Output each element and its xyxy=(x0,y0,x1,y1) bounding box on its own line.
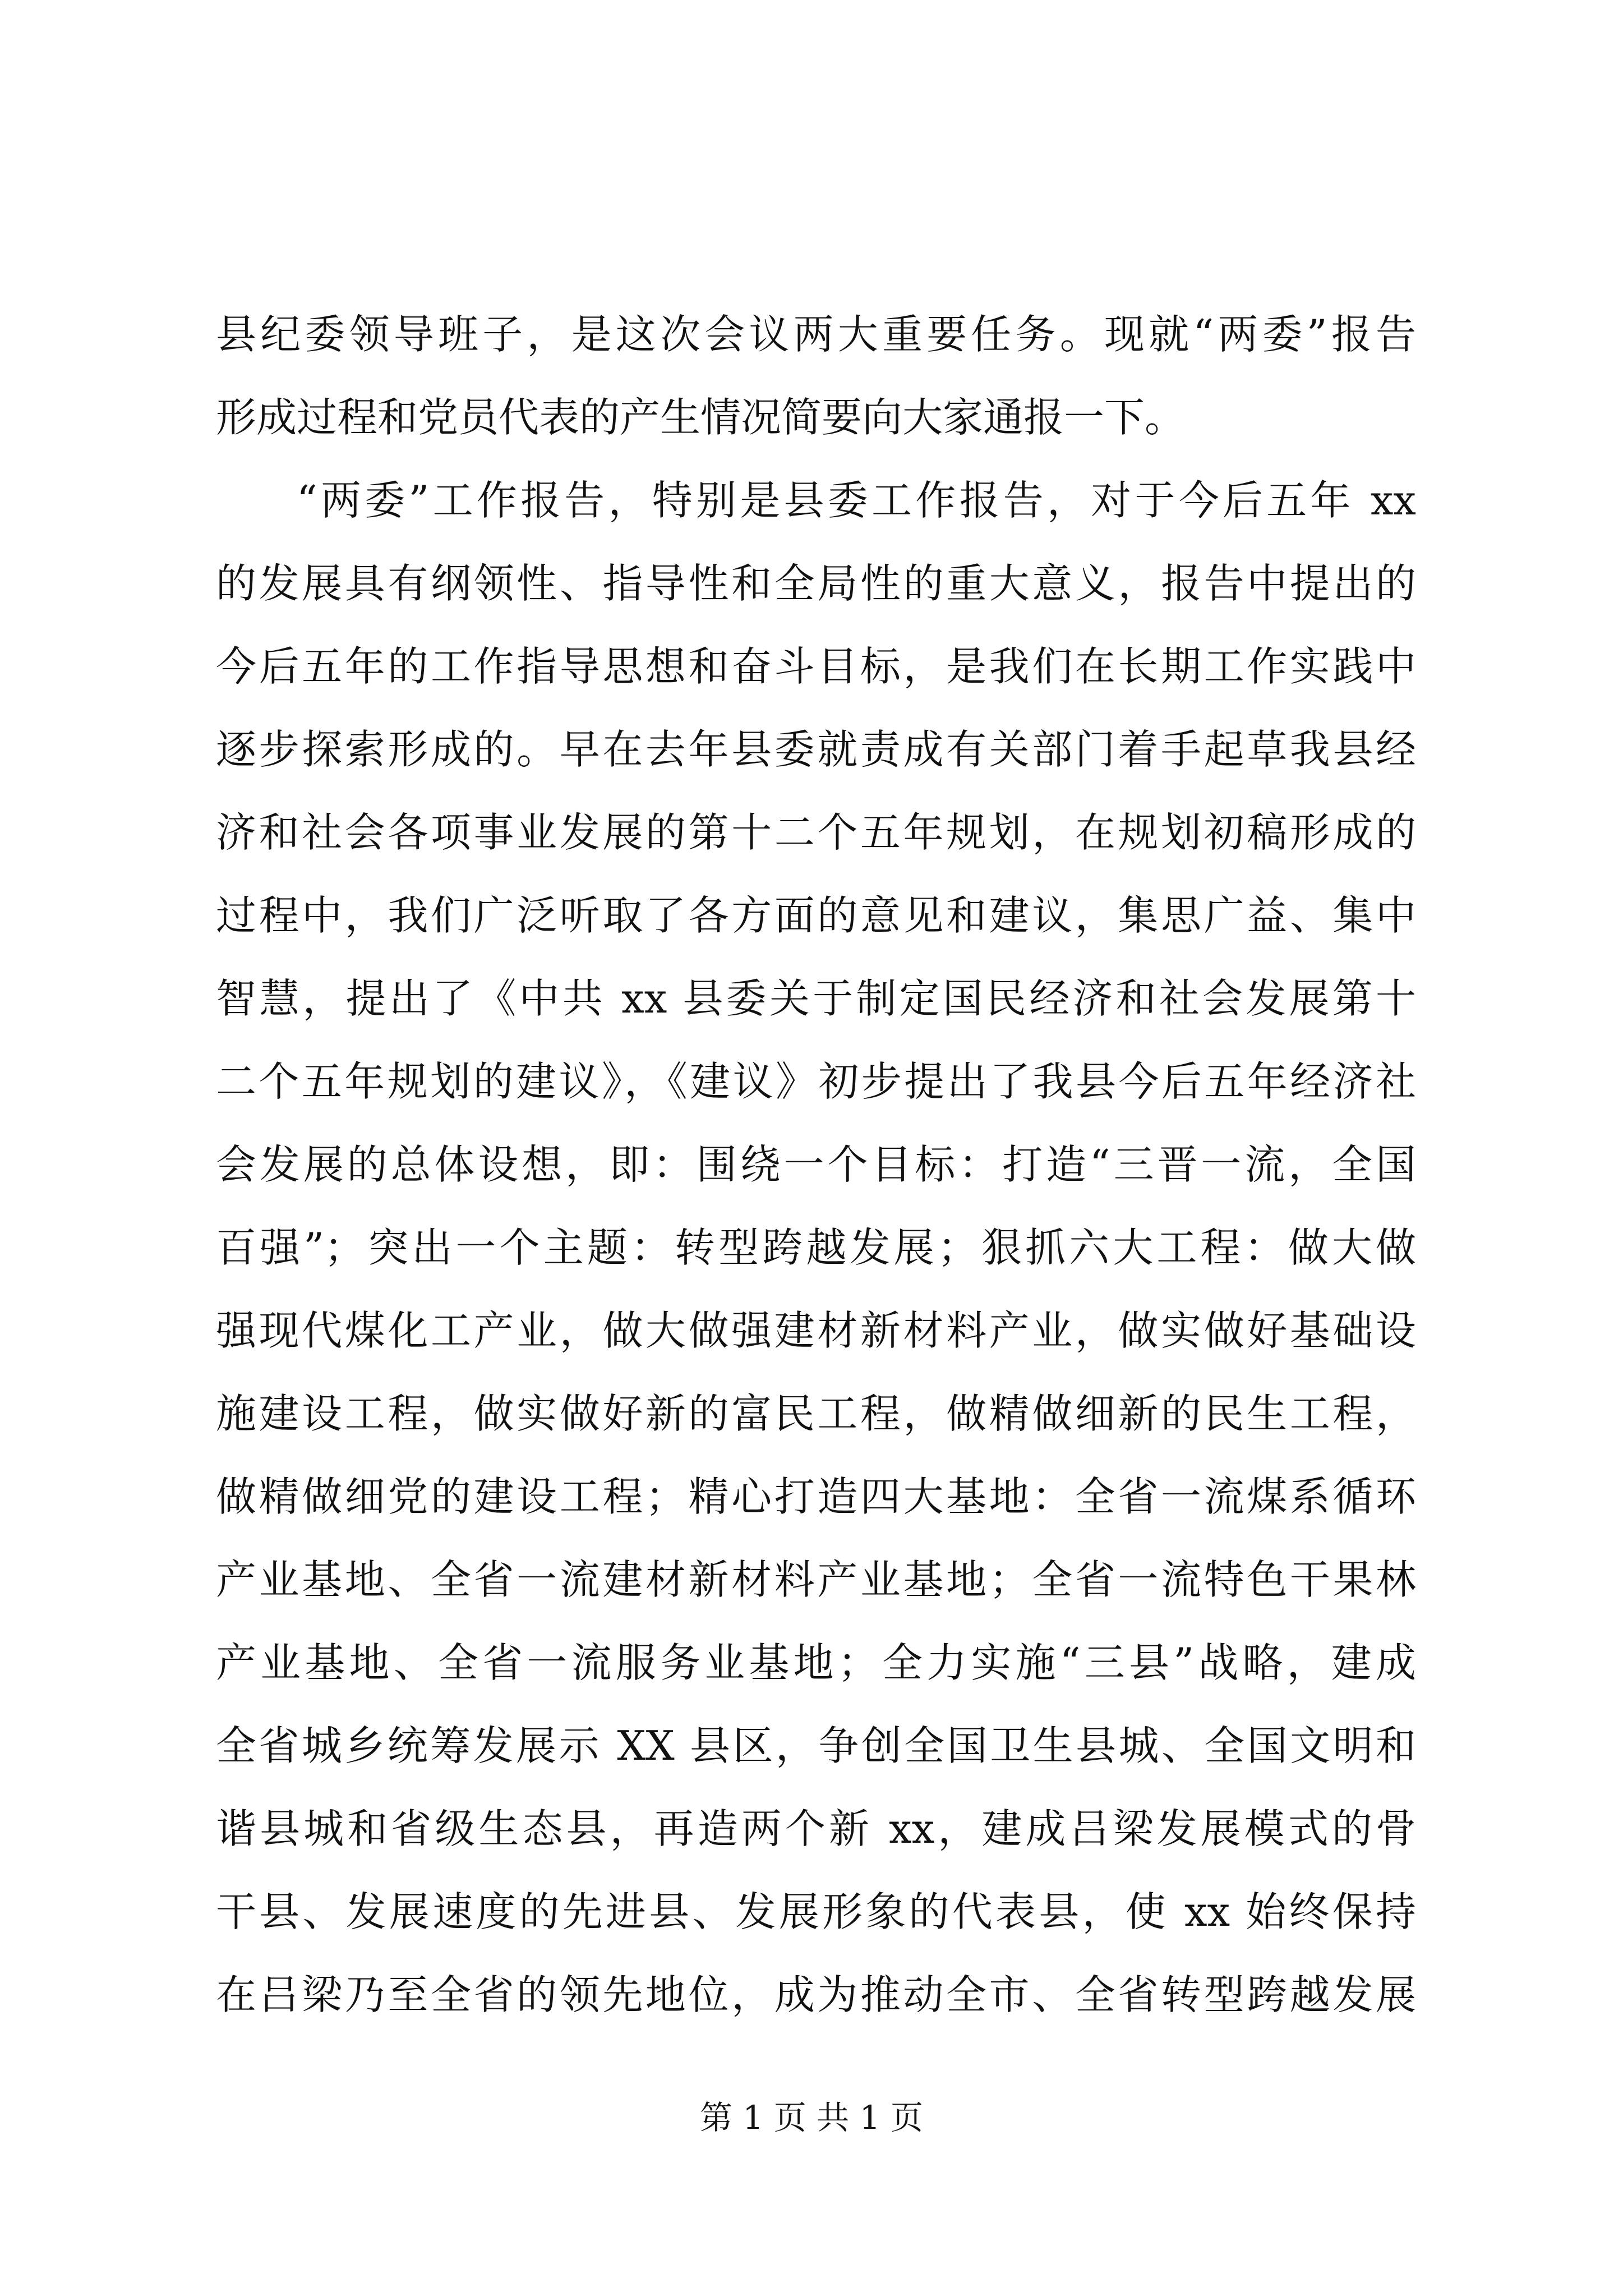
text-line: 产业基地、全省一流建材新材料产业基地；全省一流特色干果林 xyxy=(216,1556,1416,1603)
text-line: 今后五年的工作指导思想和奋斗目标，是我们在长期工作实践中 xyxy=(216,643,1416,690)
page-number-footer: 第 1 页 共 1 页 xyxy=(700,2099,923,2137)
text-line: 强现代煤化工产业，做大做强建材新材料产业，做实做好基础设 xyxy=(216,1307,1416,1354)
text-line: 做精做细党的建设工程；精心打造四大基地：全省一流煤系循环 xyxy=(216,1473,1416,1520)
text-line: 形成过程和党员代表的产生情况简要向大家通报一下。 xyxy=(216,394,1186,441)
text-line: 在吕梁乃至全省的领先地位，成为推动全市、全省转型跨越发展 xyxy=(216,1971,1416,2018)
text-line: 百强”；突出一个主题：转型跨越发展；狠抓六大工程：做大做 xyxy=(216,1224,1416,1271)
text-line: 过程中，我们广泛听取了各方面的意见和建议，集思广益、集中 xyxy=(216,892,1416,939)
body-text xyxy=(216,293,1416,2036)
text-line: 逐步探索形成的。早在去年县委就责成有关部门着手起草我县经 xyxy=(216,726,1416,773)
text-line: 施建设工程，做实做好新的富民工程，做精做细新的民生工程， xyxy=(216,1390,1416,1437)
text-line: 产业基地、全省一流服务业基地；全力实施“三县”战略，建成 xyxy=(216,1639,1416,1686)
text-line: 县纪委领导班子，是这次会议两大重要任务。现就“两委”报告 xyxy=(216,311,1416,358)
text-line: 会发展的总体设想，即：围绕一个目标：打造“三晋一流，全国 xyxy=(216,1141,1416,1188)
text-line: 二个五年规划的建议》，《建议》初步提出了我县今后五年经济社 xyxy=(216,1058,1416,1105)
text-line: 的发展具有纲领性、指导性和全局性的重大意义，报告中提出的 xyxy=(216,560,1416,607)
text-line: 干县、发展速度的先进县、发展形象的代表县，使 xx 始终保持 xyxy=(216,1888,1416,1935)
text-line: “两委”工作报告，特别是县委工作报告，对于今后五年 xx xyxy=(297,477,1416,524)
text-line: 谐县城和省级生态县，再造两个新 xx，建成吕梁发展模式的骨 xyxy=(216,1805,1416,1852)
text-line: 济和社会各项事业发展的第十二个五年规划，在规划初稿形成的 xyxy=(216,809,1416,856)
text-line: 智慧，提出了《中共 xx 县委关于制定国民经济和社会发展第十 xyxy=(216,975,1416,1022)
text-line: 全省城乡统筹发展示 XX 县区，争创全国卫生县城、全国文明和 xyxy=(216,1722,1416,1769)
